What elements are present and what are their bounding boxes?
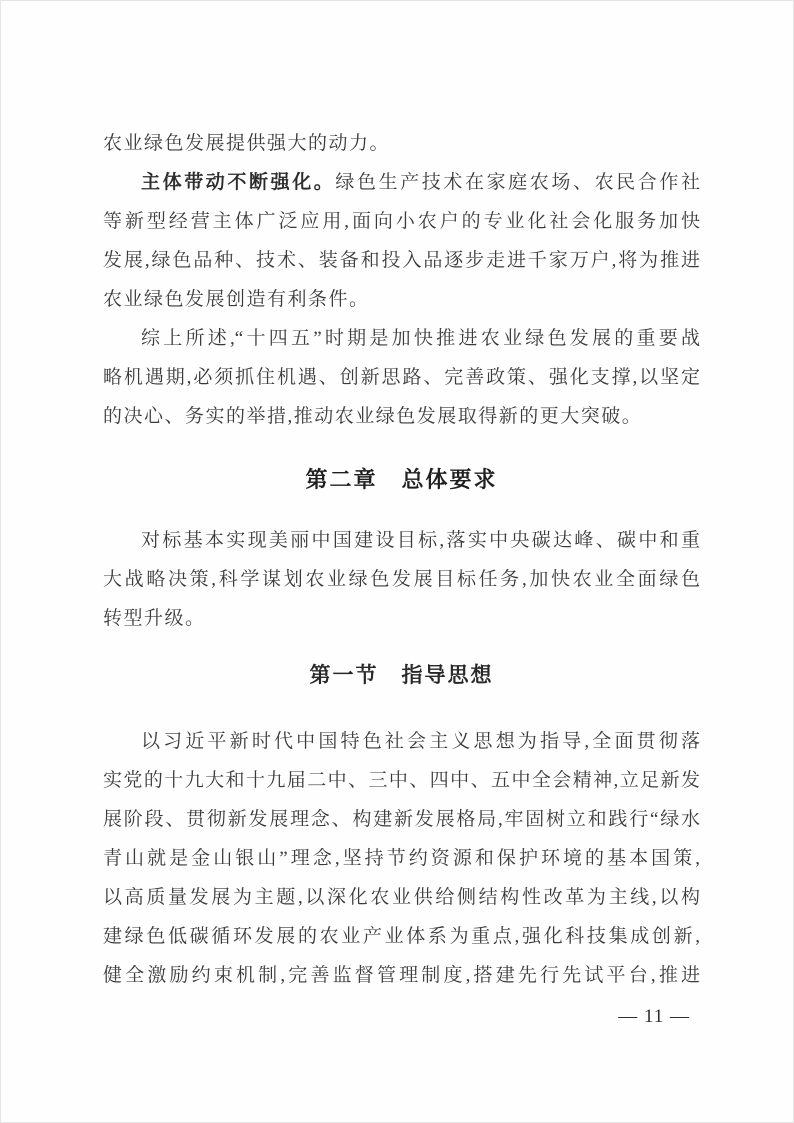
body-text: 大战略决策,科学谋划农业绿色发展目标任务,加快农业全面绿色 — [103, 569, 700, 590]
body-text: 实党的十九大和十九届二中、三中、四中、五中全会精神,立足新发 — [103, 770, 700, 791]
body-text: 等新型经营主体广泛应用,面向小农户的专业化社会化服务加快 — [103, 211, 700, 232]
text-line — [103, 163, 700, 202]
text-line — [103, 397, 700, 436]
bold-lead-text: 主体带动不断强化。 — [141, 172, 336, 193]
body-text: 以习近平新时代中国特色社会主义思想为指导,全面贯彻落 — [141, 731, 700, 752]
text-line — [103, 917, 700, 956]
text-line — [103, 599, 700, 638]
body-text: 青山就是金山银山”理念,坚持节约资源和保护环境的基本国策, — [103, 848, 700, 869]
text-line — [103, 722, 700, 761]
body-text: 对标基本实现美丽中国建设目标,落实中央碳达峰、碳中和重 — [141, 530, 700, 551]
page-number: — 11 — — [618, 1006, 690, 1027]
section-heading: 第一节 指导思想 — [309, 663, 494, 687]
text-line — [103, 241, 700, 280]
body-text: 发展,绿色品种、技术、装备和投入品逐步走进千家万户,将为推进 — [103, 250, 700, 271]
text-line — [103, 358, 700, 397]
text-line — [103, 521, 700, 560]
text-line — [103, 560, 700, 599]
paragraph — [103, 163, 700, 319]
paragraph — [103, 521, 700, 638]
text-line — [103, 319, 700, 358]
body-text: 农业绿色发展创造有利条件。 — [103, 289, 370, 310]
body-text: 农业绿色发展提供强大的动力。 — [103, 133, 391, 154]
chapter-heading: 第二章 总体要求 — [305, 467, 498, 492]
paragraph — [103, 124, 700, 163]
text-line — [103, 878, 700, 917]
body-text: 以高质量发展为主题,以深化农业供给侧结构性改革为主线,以构 — [103, 887, 700, 908]
body-text: 转型升级。 — [103, 608, 206, 629]
body-text: 略机遇期,必须抓住机遇、创新思路、完善政策、强化支撑,以坚定 — [103, 367, 700, 388]
text-line — [103, 124, 700, 163]
text-line — [103, 956, 700, 995]
text-line — [103, 280, 700, 319]
body-text: 绿色生产技术在家庭农场、农民合作社 — [335, 172, 700, 193]
body-text: 综上所述,“十四五”时期是加快推进农业绿色发展的重要战 — [141, 328, 700, 349]
body-text: 建绿色低碳循环发展的农业产业体系为重点,强化科技集成创新, — [103, 926, 700, 947]
paragraph — [103, 319, 700, 436]
text-line — [103, 761, 700, 800]
body-text: 健全激励约束机制,完善监督管理制度,搭建先行先试平台,推进 — [103, 965, 700, 986]
body-text: 展阶段、贯彻新发展理念、构建新发展格局,牢固树立和践行“绿水 — [103, 809, 700, 830]
body-text: 的决心、务实的举措,推动农业绿色发展取得新的更大突破。 — [103, 406, 643, 427]
paragraph — [103, 722, 700, 995]
text-line — [103, 800, 700, 839]
text-line — [103, 202, 700, 241]
document-body — [103, 124, 700, 995]
text-line — [103, 839, 700, 878]
